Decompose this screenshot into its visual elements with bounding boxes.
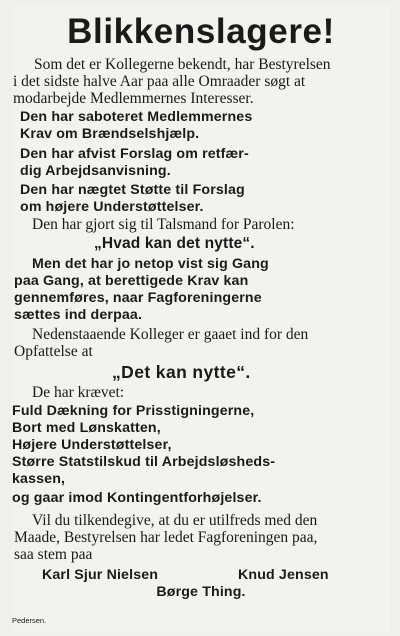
accusation-line-6: om højere Understøttelser. [20, 199, 204, 215]
flyer [12, 4, 390, 632]
candidate-3: Børge Thing. [156, 584, 246, 600]
intro-line-2: i det sidste halve Aar paa alle Omraader søgt at [13, 73, 306, 90]
candidate-2: Knud Jensen [238, 567, 329, 583]
colleagues-line-2: Opfattelse at [14, 343, 93, 360]
accusation-line-1: Den har saboteret Medlemmernes [20, 109, 253, 125]
closing-line-1: Vil du tilkendegive, at du er utilfreds med den [32, 512, 318, 529]
demand-line-2: Bort med Lønskatten, [12, 420, 161, 436]
accusation-line-5: Den har nægtet Støtte til Forslag [20, 182, 245, 198]
printer-mark: Pedersen. [12, 616, 47, 625]
accusation-line-3: Den har afvist Forslag om retfær- [20, 146, 249, 162]
closing-line-3: saa stem paa [14, 546, 93, 563]
closing-line-2: Maade, Bestyrelsen har ledet Fagforeningen paa, [14, 529, 318, 546]
slogan-positive: „Det kan nytte“. [112, 362, 251, 382]
counter-line-1: Men det har jo netop vist sig Gang [32, 256, 269, 272]
demand-line-4: Større Statstilskud til Arbejdsløsheds- [12, 454, 276, 470]
flyer-title: Blikkenslagere! [67, 12, 335, 51]
demand-line-3: Højere Understøttelser, [12, 437, 172, 453]
colleagues-line-1: Nedenstaaende Kolleger er gaaet ind for den [32, 326, 309, 343]
demand-line-1: Fuld Dækning for Prisstigningerne, [12, 403, 255, 419]
intro-line-3: modarbejde Medlemmernes Interesser. [13, 90, 254, 107]
demanded-intro: De har krævet: [32, 384, 125, 401]
accusation-line-4: dig Arbejdsanvisning. [20, 163, 171, 179]
counter-line-4: sættes ind derpaa. [14, 307, 143, 323]
spokesman-line: Den har gjort sig til Talsmand for Parolen: [32, 216, 295, 233]
candidate-1: Karl Sjur Nielsen [42, 567, 159, 583]
slogan-negative: „Hvad kan det nytte“. [94, 235, 255, 252]
accusation-line-2: Krav om Brændselshjælp. [20, 126, 200, 142]
intro-line-1: Som det er Kollegerne bekendt, har Bestyrelsen [34, 56, 331, 73]
counter-line-3: gennemføres, naar Fagforeningerne [14, 290, 262, 306]
counter-line-2: paa Gang, at berettigede Krav kan [14, 273, 249, 289]
demand-line-5: kassen, [12, 471, 66, 487]
demand-line-6: og gaar imod Kontingentforhøjelser. [12, 490, 262, 506]
